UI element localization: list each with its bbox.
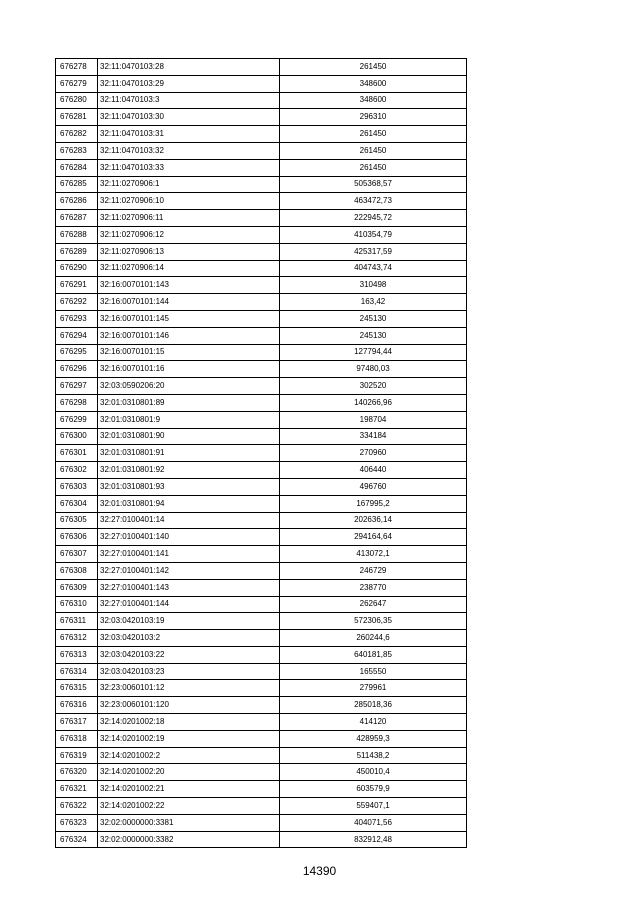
cadastral-number-cell: 32:03:0420103:2 [98, 630, 280, 647]
row-id-cell: 676322 [56, 798, 98, 815]
table-row [56, 663, 467, 680]
value-cell: 310498 [280, 277, 467, 294]
table-row [56, 159, 467, 176]
table-row [56, 243, 467, 260]
cadastral-number-cell: 32:11:0270906:12 [98, 226, 280, 243]
table-row [56, 210, 467, 227]
table-row [56, 142, 467, 159]
table-row [56, 378, 467, 395]
row-id-cell: 676321 [56, 781, 98, 798]
value-cell: 603579,9 [280, 781, 467, 798]
table-row [56, 294, 467, 311]
value-cell: 260244,6 [280, 630, 467, 647]
cadastral-number-cell: 32:27:0100401:141 [98, 546, 280, 563]
value-cell: 261450 [280, 159, 467, 176]
cadastral-number-cell: 32:11:0470103:32 [98, 142, 280, 159]
table-row [56, 714, 467, 731]
cadastral-number-cell: 32:14:0201002:18 [98, 714, 280, 731]
value-cell: 404743,74 [280, 260, 467, 277]
table-row [56, 394, 467, 411]
value-cell: 414120 [280, 714, 467, 731]
table-row [56, 277, 467, 294]
table-row [56, 630, 467, 647]
row-id-cell: 676287 [56, 210, 98, 227]
row-id-cell: 676299 [56, 411, 98, 428]
value-cell: 163,42 [280, 294, 467, 311]
value-cell: 559407,1 [280, 798, 467, 815]
row-id-cell: 676311 [56, 613, 98, 630]
value-cell: 511438,2 [280, 747, 467, 764]
cadastral-number-cell: 32:03:0420103:23 [98, 663, 280, 680]
row-id-cell: 676306 [56, 529, 98, 546]
row-id-cell: 676319 [56, 747, 98, 764]
cadastral-number-cell: 32:16:0070101:145 [98, 310, 280, 327]
table-row [56, 59, 467, 76]
value-cell: 97480,03 [280, 361, 467, 378]
table-row [56, 411, 467, 428]
row-id-cell: 676284 [56, 159, 98, 176]
table-row [56, 529, 467, 546]
row-id-cell: 676300 [56, 428, 98, 445]
cadastral-number-cell: 32:11:0270906:11 [98, 210, 280, 227]
row-id-cell: 676296 [56, 361, 98, 378]
row-id-cell: 676292 [56, 294, 98, 311]
value-cell: 245130 [280, 327, 467, 344]
cadastral-number-cell: 32:01:0310801:93 [98, 478, 280, 495]
page-number: 14390 [302, 864, 337, 878]
row-id-cell: 676288 [56, 226, 98, 243]
row-id-cell: 676290 [56, 260, 98, 277]
cadastral-number-cell: 32:16:0070101:15 [98, 344, 280, 361]
value-cell: 640181,85 [280, 646, 467, 663]
row-id-cell: 676279 [56, 75, 98, 92]
cadastral-number-cell: 32:11:0470103:29 [98, 75, 280, 92]
cadastral-number-cell: 32:16:0070101:146 [98, 327, 280, 344]
table-row [56, 646, 467, 663]
value-cell: 202636,14 [280, 512, 467, 529]
cadastral-number-cell: 32:27:0100401:142 [98, 562, 280, 579]
value-cell: 294164,64 [280, 529, 467, 546]
value-cell: 261450 [280, 142, 467, 159]
cadastral-number-cell: 32:01:0310801:92 [98, 462, 280, 479]
row-id-cell: 676282 [56, 126, 98, 143]
value-cell: 270960 [280, 445, 467, 462]
cadastral-number-cell: 32:01:0310801:9 [98, 411, 280, 428]
table-row [56, 260, 467, 277]
table-row [56, 109, 467, 126]
value-cell: 285018,36 [280, 697, 467, 714]
table-row [56, 546, 467, 563]
row-id-cell: 676310 [56, 596, 98, 613]
data-table [55, 58, 467, 848]
value-cell: 296310 [280, 109, 467, 126]
row-id-cell: 676307 [56, 546, 98, 563]
table-row [56, 428, 467, 445]
cadastral-number-cell: 32:02:0000000:3382 [98, 831, 280, 848]
table-row [56, 680, 467, 697]
value-cell: 404071,56 [280, 814, 467, 831]
value-cell: 428959,3 [280, 730, 467, 747]
cadastral-number-cell: 32:03:0420103:19 [98, 613, 280, 630]
row-id-cell: 676294 [56, 327, 98, 344]
value-cell: 334184 [280, 428, 467, 445]
table-row [56, 764, 467, 781]
cadastral-number-cell: 32:11:0470103:3 [98, 92, 280, 109]
cadastral-number-cell: 32:14:0201002:22 [98, 798, 280, 815]
row-id-cell: 676297 [56, 378, 98, 395]
cadastral-number-cell: 32:01:0310801:91 [98, 445, 280, 462]
cadastral-number-cell: 32:11:0270906:14 [98, 260, 280, 277]
table-row [56, 361, 467, 378]
row-id-cell: 676317 [56, 714, 98, 731]
value-cell: 348600 [280, 75, 467, 92]
row-id-cell: 676309 [56, 579, 98, 596]
row-id-cell: 676283 [56, 142, 98, 159]
row-id-cell: 676289 [56, 243, 98, 260]
table-row [56, 697, 467, 714]
row-id-cell: 676314 [56, 663, 98, 680]
table-row [56, 445, 467, 462]
row-id-cell: 676285 [56, 176, 98, 193]
row-id-cell: 676304 [56, 495, 98, 512]
row-id-cell: 676286 [56, 193, 98, 210]
table-row [56, 462, 467, 479]
table-row [56, 562, 467, 579]
row-id-cell: 676295 [56, 344, 98, 361]
row-id-cell: 676316 [56, 697, 98, 714]
value-cell: 348600 [280, 92, 467, 109]
table-row [56, 226, 467, 243]
value-cell: 165550 [280, 663, 467, 680]
cadastral-number-cell: 32:27:0100401:144 [98, 596, 280, 613]
table-row [56, 495, 467, 512]
table-row [56, 747, 467, 764]
table-row [56, 781, 467, 798]
row-id-cell: 676313 [56, 646, 98, 663]
row-id-cell: 676291 [56, 277, 98, 294]
cadastral-number-cell: 32:16:0070101:143 [98, 277, 280, 294]
cadastral-number-cell: 32:01:0310801:89 [98, 394, 280, 411]
value-cell: 413072,1 [280, 546, 467, 563]
row-id-cell: 676323 [56, 814, 98, 831]
cadastral-number-cell: 32:11:0470103:30 [98, 109, 280, 126]
cadastral-number-cell: 32:23:0060101:12 [98, 680, 280, 697]
cadastral-number-cell: 32:11:0470103:28 [98, 59, 280, 76]
table-row [56, 596, 467, 613]
table-row [56, 344, 467, 361]
value-cell: 425317,59 [280, 243, 467, 260]
value-cell: 222945,72 [280, 210, 467, 227]
row-id-cell: 676318 [56, 730, 98, 747]
cadastral-number-cell: 32:27:0100401:143 [98, 579, 280, 596]
cadastral-number-cell: 32:14:0201002:2 [98, 747, 280, 764]
row-id-cell: 676301 [56, 445, 98, 462]
value-cell: 261450 [280, 126, 467, 143]
cadastral-number-cell: 32:23:0060101:120 [98, 697, 280, 714]
value-cell: 198704 [280, 411, 467, 428]
value-cell: 245130 [280, 310, 467, 327]
value-cell: 410354,79 [280, 226, 467, 243]
value-cell: 127794,44 [280, 344, 467, 361]
cadastral-number-cell: 32:14:0201002:19 [98, 730, 280, 747]
row-id-cell: 676278 [56, 59, 98, 76]
row-id-cell: 676281 [56, 109, 98, 126]
value-cell: 450010,4 [280, 764, 467, 781]
cadastral-number-cell: 32:14:0201002:20 [98, 764, 280, 781]
row-id-cell: 676298 [56, 394, 98, 411]
row-id-cell: 676280 [56, 92, 98, 109]
table-body [56, 59, 467, 848]
cadastral-number-cell: 32:03:0590206:20 [98, 378, 280, 395]
table-row [56, 613, 467, 630]
cadastral-number-cell: 32:11:0270906:1 [98, 176, 280, 193]
cadastral-number-cell: 32:11:0270906:13 [98, 243, 280, 260]
cadastral-number-cell: 32:11:0270906:10 [98, 193, 280, 210]
table-row [56, 310, 467, 327]
cadastral-number-cell: 32:16:0070101:144 [98, 294, 280, 311]
cadastral-number-cell: 32:27:0100401:140 [98, 529, 280, 546]
table-row [56, 92, 467, 109]
row-id-cell: 676320 [56, 764, 98, 781]
row-id-cell: 676308 [56, 562, 98, 579]
table-row [56, 176, 467, 193]
value-cell: 463472,73 [280, 193, 467, 210]
table-row [56, 327, 467, 344]
row-id-cell: 676293 [56, 310, 98, 327]
row-id-cell: 676324 [56, 831, 98, 848]
cadastral-number-cell: 32:02:0000000:3381 [98, 814, 280, 831]
value-cell: 261450 [280, 59, 467, 76]
cadastral-number-cell: 32:27:0100401:14 [98, 512, 280, 529]
table-row [56, 798, 467, 815]
value-cell: 140266,96 [280, 394, 467, 411]
value-cell: 572306,35 [280, 613, 467, 630]
table-row [56, 126, 467, 143]
table-row [56, 730, 467, 747]
cadastral-number-cell: 32:14:0201002:21 [98, 781, 280, 798]
table-row [56, 512, 467, 529]
value-cell: 238770 [280, 579, 467, 596]
row-id-cell: 676303 [56, 478, 98, 495]
value-cell: 832912,48 [280, 831, 467, 848]
value-cell: 406440 [280, 462, 467, 479]
value-cell: 505368,57 [280, 176, 467, 193]
cadastral-number-cell: 32:01:0310801:94 [98, 495, 280, 512]
row-id-cell: 676302 [56, 462, 98, 479]
value-cell: 496760 [280, 478, 467, 495]
table-row [56, 193, 467, 210]
cadastral-number-cell: 32:03:0420103:22 [98, 646, 280, 663]
cadastral-number-cell: 32:11:0470103:33 [98, 159, 280, 176]
value-cell: 279961 [280, 680, 467, 697]
table-row [56, 579, 467, 596]
row-id-cell: 676312 [56, 630, 98, 647]
row-id-cell: 676315 [56, 680, 98, 697]
value-cell: 262647 [280, 596, 467, 613]
table-row [56, 478, 467, 495]
value-cell: 167995,2 [280, 495, 467, 512]
cadastral-number-cell: 32:01:0310801:90 [98, 428, 280, 445]
table-row [56, 831, 467, 848]
value-cell: 302520 [280, 378, 467, 395]
cadastral-number-cell: 32:16:0070101:16 [98, 361, 280, 378]
row-id-cell: 676305 [56, 512, 98, 529]
value-cell: 246729 [280, 562, 467, 579]
table-row [56, 75, 467, 92]
table-row [56, 814, 467, 831]
cadastral-number-cell: 32:11:0470103:31 [98, 126, 280, 143]
